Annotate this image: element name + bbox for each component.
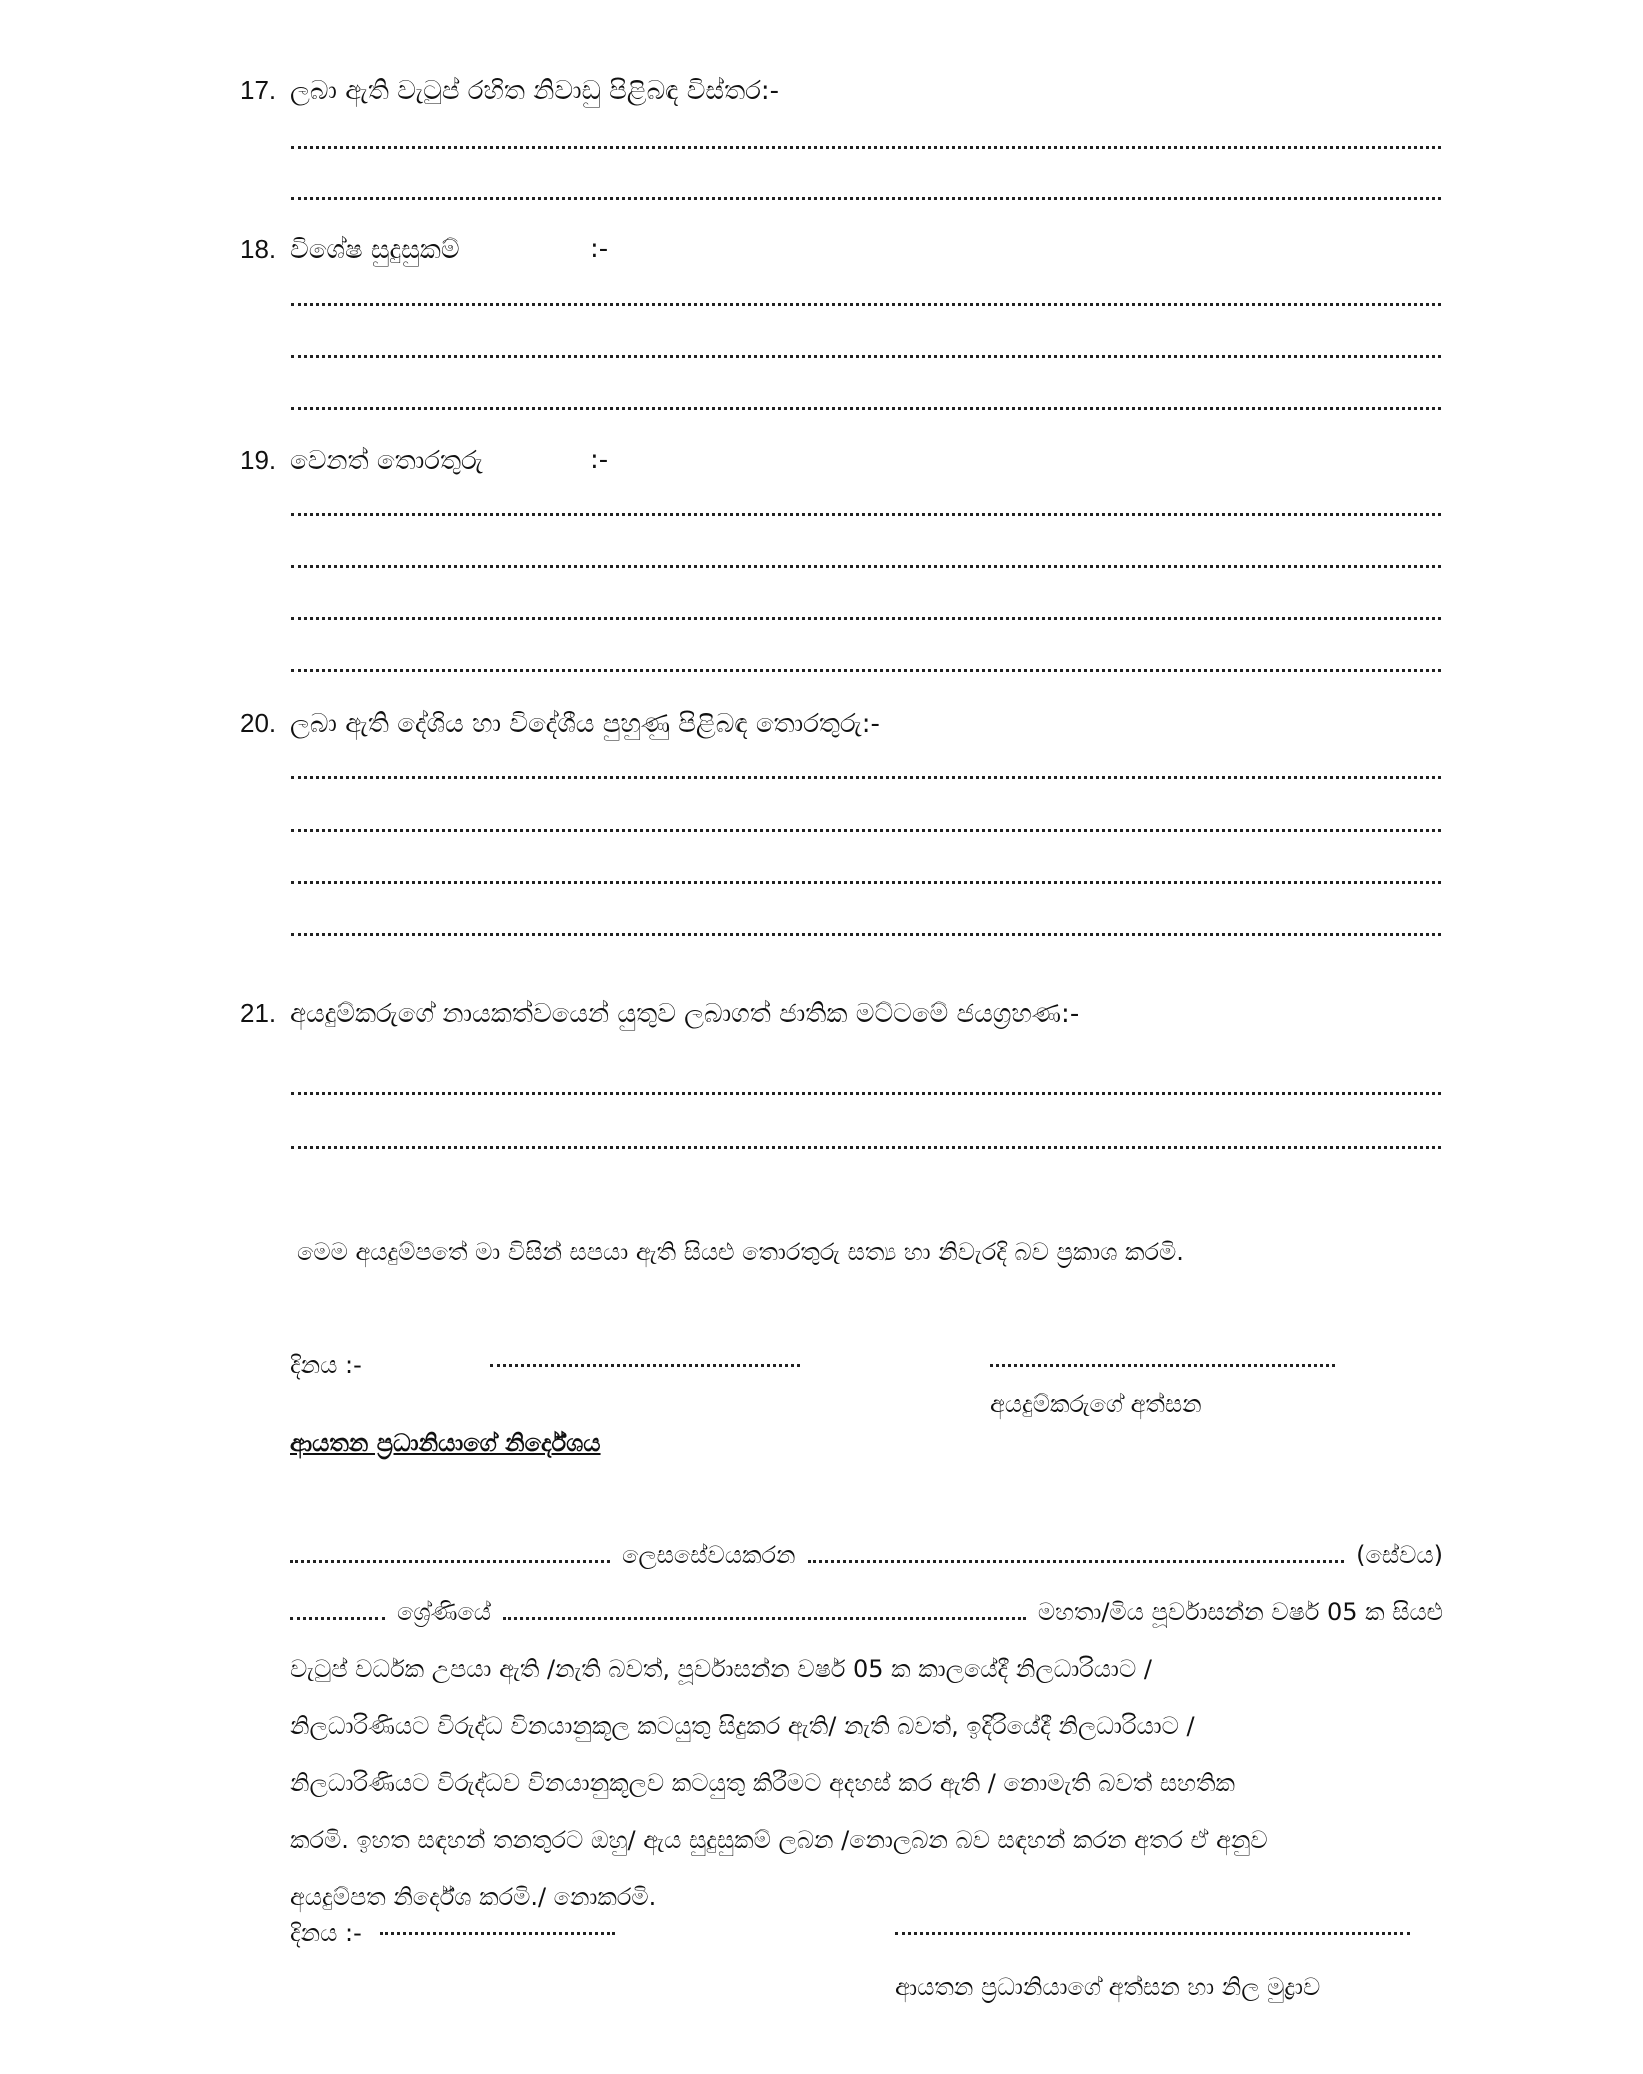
word: මහතා/මිය පූර්වාසන්න වර්ෂ 05 ක සියළු xyxy=(1037,1598,1443,1626)
question-number: 20. xyxy=(240,708,277,738)
answer-line[interactable] xyxy=(291,776,1441,779)
question-label: ලබා ඇති දේශිය හා විදේශීය පුහුණු පිළිබඳ තොරතුරු:- xyxy=(290,709,880,739)
answer-line[interactable] xyxy=(291,197,1441,200)
applicant-signature-label: අයදුම්කරුගේ අත්සන xyxy=(990,1390,1202,1418)
question-21 xyxy=(240,996,1079,1031)
question-20 xyxy=(240,706,880,741)
answer-line[interactable] xyxy=(291,146,1441,149)
word: ශ්‍රේණියේ xyxy=(397,1598,492,1626)
answer-line[interactable] xyxy=(291,303,1441,306)
head-signature-label: ආයතන ප්‍රධානියාගේ අත්සන හා නිල මුද්‍රාව xyxy=(895,1973,1321,2001)
question-label: ලබා ඇති වැටුප් රහිත නිවාඩු පිළිබඳ විස්තර:- xyxy=(290,76,780,106)
name-field[interactable] xyxy=(503,1593,1026,1620)
question-label: අයදුම්කරුගේ නායකත්වයෙන් යුතුව ලබාගත් ජාතික මට්ටමේ ජයග්‍රහණ:- xyxy=(290,999,1080,1029)
question-number: 17. xyxy=(240,75,277,105)
recommendation-paragraph xyxy=(290,1527,1443,1926)
answer-line[interactable] xyxy=(291,933,1441,936)
service-field[interactable] xyxy=(290,1536,610,1563)
recommendation-line: වැටුප් වර්ධක උපයා ඇති /නැති බවත්, පූර්වාසන්න වර්ෂ 05 ක කාලයේදී නිලධාරියාට / xyxy=(290,1655,1152,1683)
recommendation-last-line: අයදුම්පත නිර්දේශ කරමි./ නොකරමි. xyxy=(290,1883,657,1911)
answer-line[interactable] xyxy=(291,617,1441,620)
answer-line[interactable] xyxy=(291,669,1441,672)
head-date-label: දිනය :- xyxy=(290,1919,362,1947)
word: ලෙස xyxy=(622,1541,674,1569)
answer-line[interactable] xyxy=(291,1146,1441,1149)
word: සේවය xyxy=(673,1541,743,1569)
recommendation-heading: ආයතන ප්‍රධානියාගේ නිර්දේශය xyxy=(290,1429,601,1457)
question-colon: :- xyxy=(590,234,609,264)
recommendation-row-1 xyxy=(290,1527,1443,1584)
answer-line[interactable] xyxy=(291,881,1441,884)
question-19 xyxy=(240,443,609,478)
head-signature-field[interactable] xyxy=(895,1932,1410,1935)
recommendation-row-2 xyxy=(290,1584,1443,1641)
question-label: විශේෂ සුදුසුකම් xyxy=(290,235,460,265)
declaration-text: මෙම අයදුම්පතේ මා විසින් සපයා ඇති සියළු තොරතුරු සත්‍ය හා නිවැරදි බව ප්‍රකාශ කරමි. xyxy=(297,1238,1184,1266)
applicant-signature-field[interactable] xyxy=(990,1364,1335,1367)
head-date-field[interactable] xyxy=(380,1932,615,1935)
answer-line[interactable] xyxy=(291,829,1441,832)
question-number: 21. xyxy=(240,998,277,1028)
question-label: වෙනත් තොරතුරු xyxy=(290,446,483,476)
question-17 xyxy=(240,73,779,108)
applicant-date-field[interactable] xyxy=(490,1364,800,1367)
grade-field[interactable] xyxy=(290,1593,385,1620)
word: (සේවය) xyxy=(1356,1541,1443,1569)
answer-line[interactable] xyxy=(291,565,1441,568)
question-colon: :- xyxy=(590,445,609,475)
recommendation-line: කරමි. ඉහත සඳහන් තනතුරට ඔහු/ ඇය සුදුසුකම් ලබන /නොලබන බව සඳහන් කරන අතර ඒ අනුව xyxy=(290,1826,1268,1854)
applicant-date-label: දිනය :- xyxy=(290,1351,362,1379)
answer-line[interactable] xyxy=(291,1092,1441,1095)
question-number: 18. xyxy=(240,234,277,264)
recommendation-line: නිලධාරිණියට විරුද්ධව විනයානුකූලව කටයුතු කිරීමට අදහස් කර ඇති / නොමැති බවත් සහතික xyxy=(290,1769,1235,1797)
position-field[interactable] xyxy=(808,1536,1345,1563)
answer-line[interactable] xyxy=(291,513,1441,516)
word: කරන xyxy=(742,1541,796,1569)
recommendation-line: නිලධාරිණියට විරුද්ධ විනයානුකූල කටයුතු සිදුකර ඇති/ නැති බවත්, ඉදිරියේදී නිලධාරියාට / xyxy=(290,1712,1195,1740)
answer-line[interactable] xyxy=(291,355,1441,358)
question-18 xyxy=(240,232,609,267)
question-number: 19. xyxy=(240,445,277,475)
answer-line[interactable] xyxy=(291,407,1441,410)
